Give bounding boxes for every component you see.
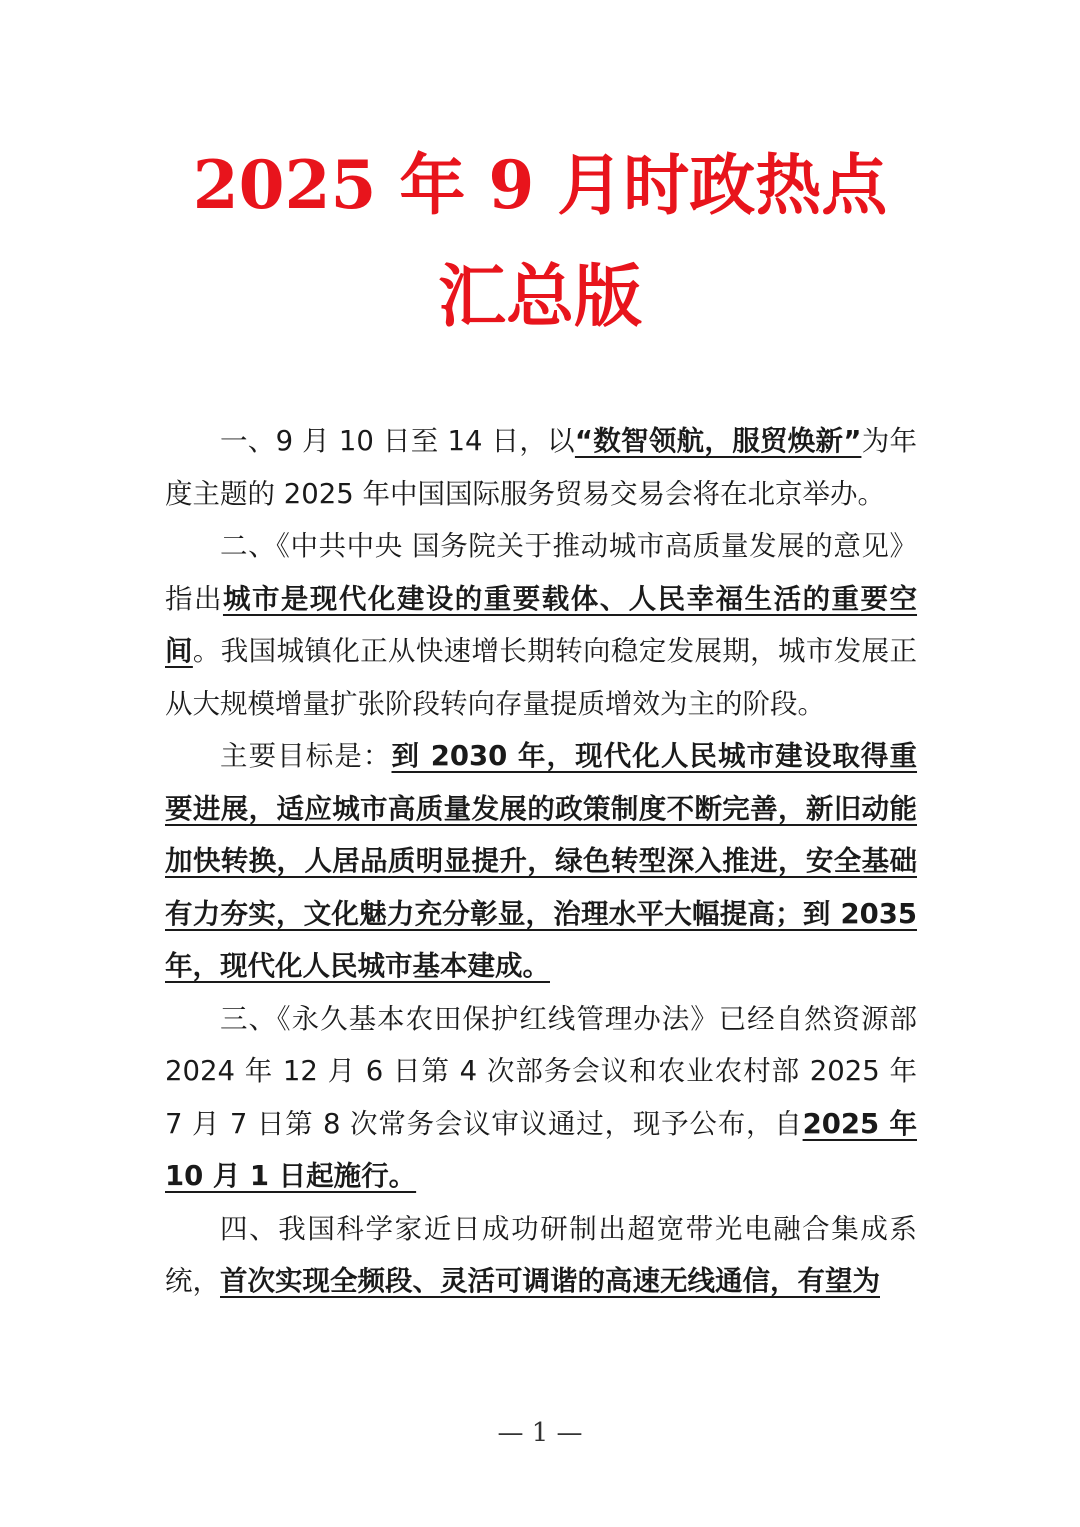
paragraph-5 — [165, 1203, 917, 1308]
document-title-line1: 2025 年 9 月时政热点 — [192, 146, 888, 224]
paragraph-3-text-a: 主要目标是： — [220, 740, 392, 772]
document-body — [165, 415, 917, 1308]
paragraph-2-underlined: 城市是现代化建设的重要载体、人民幸福生活的重要空间 — [165, 582, 918, 667]
paragraph-1-underlined: “数智领航，服贸焕新” — [574, 425, 862, 457]
paragraph-1 — [165, 415, 917, 520]
paragraph-4 — [165, 993, 917, 1203]
paragraph-3-underlined: 到 2030 年，现代化人民城市建设取得重要进展，适应城市高质量发展的政策制度不断完善，新旧动能加快转换，人居品质明显提升，绿色转型深入推进，安全基础有力夯实，文化魅力充分彰显，治理水平大幅提高；到 2035 年，现代化人民城市基本建成。 — [165, 740, 918, 982]
paragraph-1-text-a: 一、9 月 10 日至 14 日，以 — [220, 425, 575, 457]
paragraph-1-text-b: 为年度主题的 2025 年中国国际服务贸易交易会将在北京举办。 — [165, 425, 917, 510]
document-title-line2: 汇总版 — [437, 257, 642, 337]
page-number: — 1 — — [497, 1418, 583, 1448]
paragraph-4-underlined: 2025 年 10 月 1 日起施行。 — [165, 1107, 917, 1192]
paragraph-3 — [165, 730, 917, 993]
paragraph-4-text-a: 三、《永久基本农田保护红线管理办法》已经自然资源部 2024 年 12 月 6 日第 4 次部务会议和农业农村部 2025 年 7 月 7 日第 8 次常务会议审议通过，现予公布，自 — [165, 1002, 917, 1140]
paragraph-2-text-a: 二、《中共中央 国务院关于推动城市高质量发展的意见》指出 — [165, 530, 917, 615]
paragraph-5-underlined: 首次实现全频段、灵活可调谐的高速无线通信，有望为 — [220, 1265, 880, 1297]
paragraph-5-text-a: 四、我国科学家近日成功研制出超宽带光电融合集成系统， — [165, 1212, 917, 1297]
paragraph-2-text-b: 。我国城镇化正从快速增长期转向稳定发展期，城市发展正从大规模增量扩张阶段转向存量提质增效为主的阶段。 — [165, 635, 918, 720]
paragraph-2 — [165, 520, 917, 730]
